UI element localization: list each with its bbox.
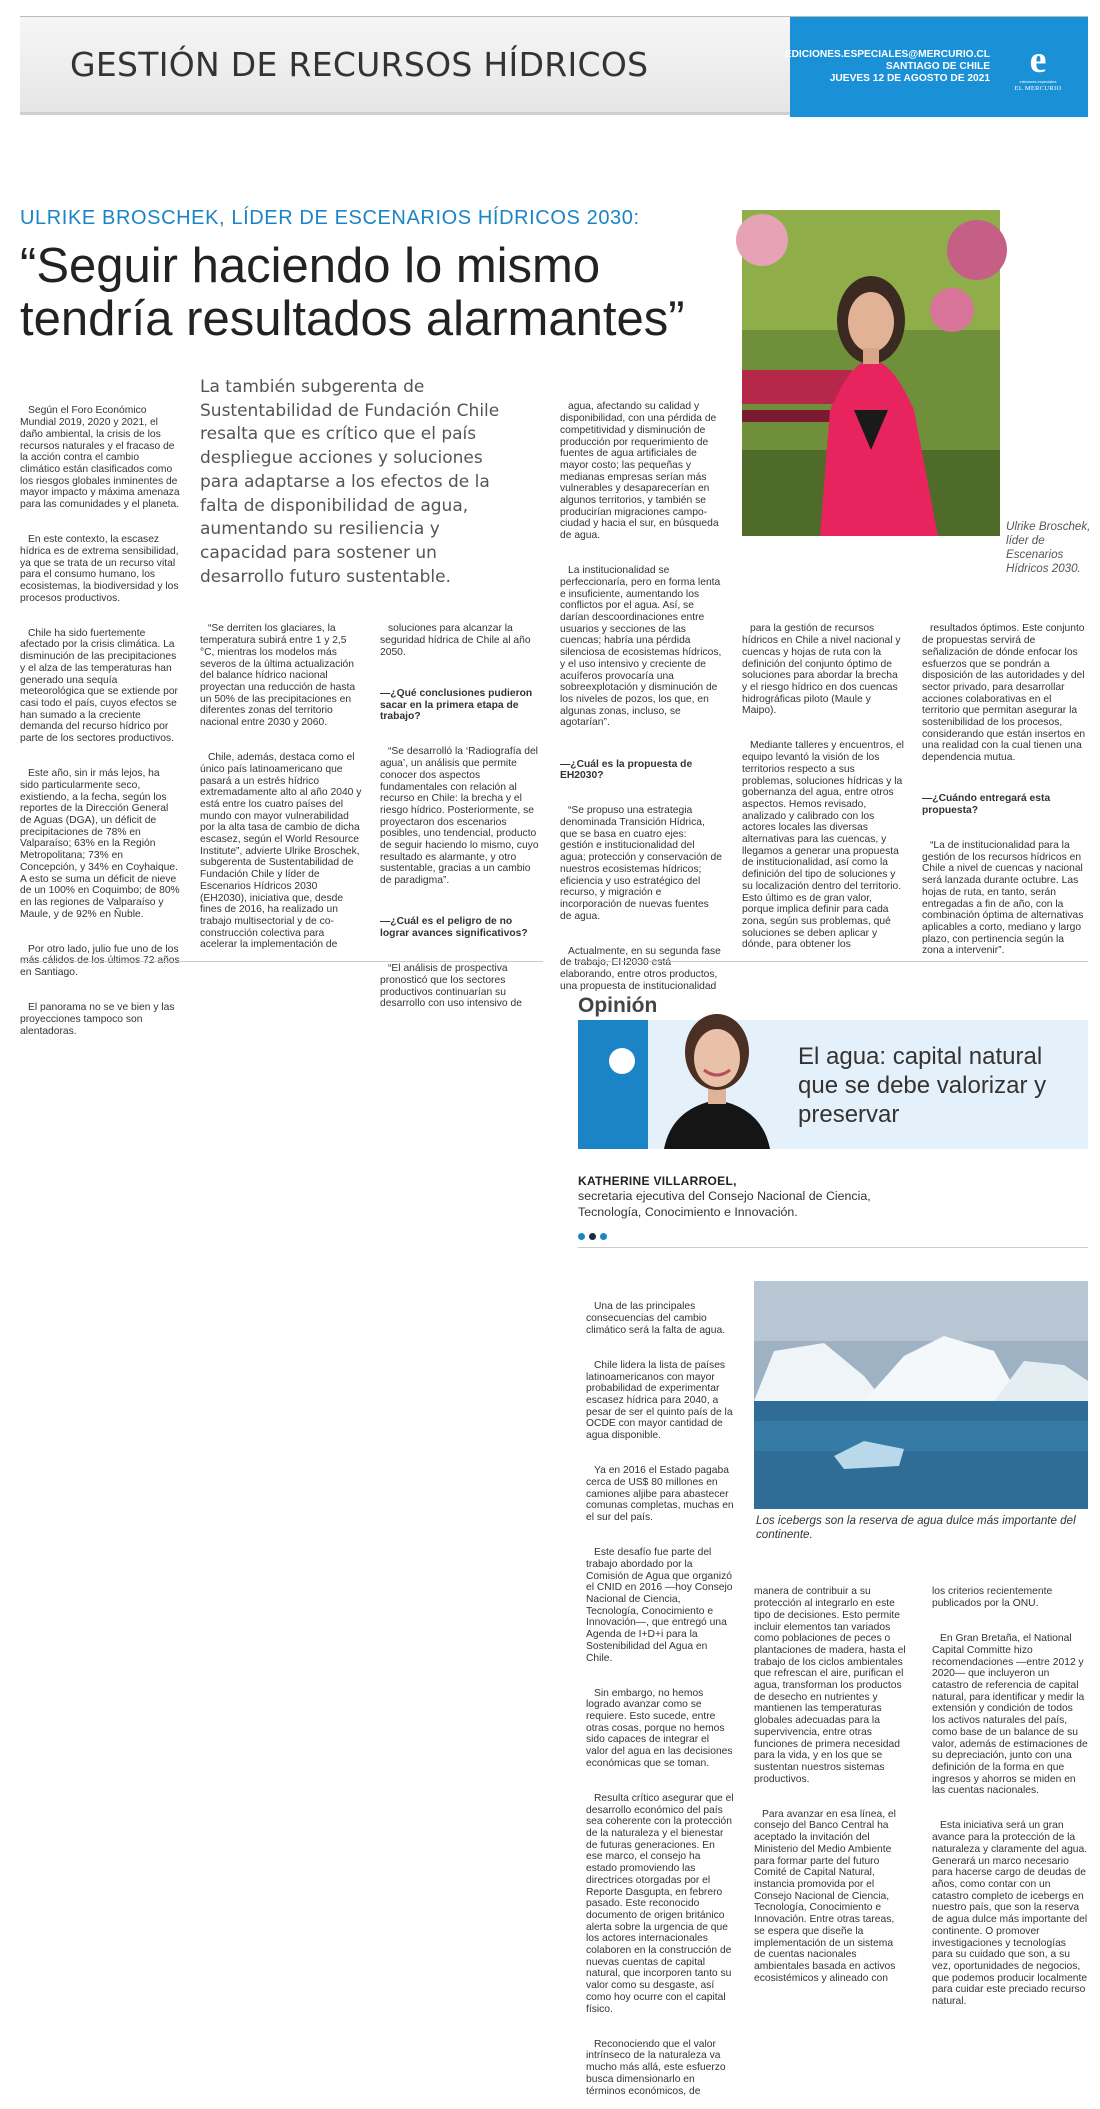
paragraph: “El análisis de prospectiva pronosticó que los sectores productivos continuarían su desarrollo con uso intensivo de [380, 963, 522, 1010]
paragraph: El panorama no se ve bien y las proyecciones tampoco son alentadoras. [20, 1002, 178, 1037]
paragraph: Por otro lado, julio fue uno de los más cálidos de los últimos 72 años en Santiago. [20, 943, 183, 979]
paragraph: La institucionalidad se perfeccionaría, pero en forma lenta e insuficiente, aumentando los conflictos por el agua. Así, se darían descoordinaciones entre usuarios y secciones de las cuencas; habría una pérdida silenciosa de ecosistemas hídricos, y el uso intensivo y creciente de acuíferos provocaría una sobreexplotación y disminución de los niveles de pozos, los que, en algunas zonas, incluso, se agotarían”. [560, 565, 725, 729]
edition-info [785, 49, 990, 86]
photo-caption: Los icebergs son la reserva de agua dulce más importante del continente. [756, 1514, 1076, 1541]
edition-email[interactable]: EDICIONES.ESPECIALES@MERCURIO.CL [784, 49, 990, 60]
paragraph: Chile, además, destaca como el único país latinoamericano que pasará a un estrés hídrico extremadamente alto al año 2040 y está entre los cuatro países del mundo con mayor vulnerabilidad por la alta tasa de cambio de dicha escasez, según el World Resource Institute”, advierte Ulrike Broschek, subgerenta de Sustentabilidad de Fundación Chile y líder de Escenarios Hídricos 2030 (EH2030), iniciativa que, desde fines de 2016, ha realizado un trabajo multisectorial y de co-construcción colectiva para acelerar la implementación de [200, 752, 365, 951]
paragraph: “Se propuso una estrategia denominada Transición Hídrica, que se basa en cuatro ejes: gestión e institucionalidad del agua; protección y conservación de nuestros ecosistemas hídricos; eficiencia y uso estratégico del recurso, y migración e incorporación de nuevas fuentes de agua. [560, 805, 725, 922]
el-mercurio-logo [1010, 41, 1066, 97]
article-column-5 [742, 600, 907, 963]
icebergs-illustration [754, 1281, 1088, 1509]
paragraph: Sin embargo, no hemos logrado avanzar como se requiere. Esto sucede, entre otras cosas, porque no hemos sido capaces de integrar el valor del agua en las decisiones económicas que se toman. [586, 1687, 736, 1769]
paragraph: Resulta crítico asegurar que el desarrollo económico del país sea coherente con la protección de la naturaleza y el bienestar de futuras generaciones. En ese marco, el consejo ha estado promoviendo las directrices otorgadas por el Reporte Dasgupta, en febrero pasado. Este reconocido documento de origen británico alerta sobre la urgencia de que los actores internacionales colaboren en la construcción de nuevas cuentas de capital natural, que incorporen tanto su valor como su desgaste, así como hoy ocurre con el capital físico. [586, 1792, 737, 2015]
portrait-illustration [742, 210, 1000, 536]
paragraph: En este contexto, la escasez hídrica es de extrema sensibilidad, ya que se trata de un recurso vital para el consumo humano, los ecosistemas, la biodiversidad y los procesos productivos. [20, 534, 182, 604]
divider [578, 1247, 1088, 1248]
opinion-author-role: secretaria ejecutiva del Consejo Nacional de Ciencia, Tecnología, Conocimiento e Innovación. [578, 1189, 871, 1219]
paragraph: agua, afectando su calidad y disponibilidad, con una pérdida de competitividad y disminución de producción por requerimiento de fuentes de agua artificiales de mayor costo; las pequeñas y medianas empresas serían más vulnerables y desaparecerían en algunos territorios, y también se producirían migraciones campo-ciudad y hacia el sur, en búsqueda de agua. [560, 401, 722, 542]
paragraph: “Se derriten los glaciares, la temperatura subirá entre 1 y 2,5 °C, mientras los modelos más severos de la última actualización del balance hídrico nacional proyectan una reducción de hasta un 50% de las precipitaciones en diferentes zonas del territorio nacional entre 2030 y 2060. [200, 623, 359, 729]
dot-icon [600, 1233, 607, 1240]
paragraph: Según el Foro Económico Mundial 2019, 2020 y 2021, el daño ambiental, la crisis de los recursos naturales y el fracaso de la acción contra el cambio climático están clasificados como los riesgos globales inminentes de mayor impacto y máxima amenaza para las comunidades y el planeta. [20, 405, 183, 511]
paragraph: resultados óptimos. Este conjunto de propuestas servirá de señalización de dónde enfocar los esfuerzos que se pondrán a disposición de las autoridades y del sector privado, para desarrollar acciones colaborativas en el territorio que permitan asegurar la sostenibilidad de los procesos, considerando que están insertos en una realidad con la cual tienen una dependencia mutua. [922, 623, 1089, 764]
section-title: GESTIÓN DE RECURSOS HÍDRICOS [70, 45, 649, 84]
paragraph: Reconociendo que el valor intrínseco de la naturaleza va mucho más allá, este esfuerzo busca dimensionarlo en términos económicos, de [586, 2038, 729, 2097]
paragraph: Actualmente, en su segunda fase de trabajo, EH2030 está elaborando, entre otros productos, una propuesta de institucionalidad [560, 945, 724, 992]
paragraph: manera de contribuir a su protección al integrarlo en este tipo de decisiones. Esto permite incluir elementos tan variados como poblaciones de peces o plantaciones de madera, hasta el trabajo de los ciclos ambientales que refrescan el aire, purifican el agua, transforman los productos de desecho en nutrientes y mantienen las temperaturas globales adecuadas para la supervivencia, entre otras funciones de primera necesidad para la vida, y en los que se sustentan nuestros sistemas productivos. [754, 1586, 909, 1785]
dot-icon [589, 1233, 596, 1240]
icebergs-photo [754, 1281, 1088, 1509]
paragraph: Para avanzar en esa línea, el consejo del Banco Central ha aceptado la invitación del Ministerio del Medio Ambiente para formar parte del futuro Comité de Capital Natural, instancia promovida por el Consejo Nacional de Ciencia, Tecnología, Conocimiento e Innovación. Entre otras tareas, se espera que diseñe la implementación de un sistema de cuentas nacionales ambientales basada en activos ecosistémicos y alineado con [754, 1808, 899, 1984]
paragraph: Ya en 2016 el Estado pagaba cerca de US$ 80 millones en camiones aljibe para abastecer comunas completas, muchas en el sur del país. [586, 1465, 737, 1524]
paragraph: “La de institucionalidad para la gestión de los recursos hídricos en Chile a nivel de cuencas y nacional será lanzada durante octubre. Las hojas de ruta, en tanto, serán entregadas a fin de año, con la combinación óptima de alternativas aplicables a corto, mediano y largo plazo, con pertinencia según la zona a intervenir”. [922, 840, 1087, 957]
paragraph: En Gran Bretaña, el National Capital Committe hizo recomendaciones —entre 2012 y 2020— que incluyeron un catastro de referencia de capital natural, para identificar y medir la extensión y condición de todos los activos naturales del país, como base de un balance de su valor, además de estimaciones de su depreciación, junto con una definición de la forma en que ingresos y ahorros se miden en las cuentas nacionales. [932, 1633, 1091, 1797]
author-portrait-illustration [642, 1000, 792, 1149]
opinion-column-3 [932, 1563, 1091, 2019]
paragraph: para la gestión de recursos hídricos en Chile a nivel nacional y cuencas y hojas de ruta con la definición del conjunto óptimo de soluciones para abordar la brecha y el riesgo hídrico en dos cuencas hidrográficas piloto (Maule y Maipo). [742, 623, 904, 717]
opinion-column-1 [586, 1278, 737, 2109]
edition-date: JUEVES 12 DE AGOSTO DE 2021 [829, 73, 990, 85]
brand-box [784, 17, 1088, 117]
logo-subtitle: ediciones especiales [1019, 79, 1057, 84]
paragraph: Este desafío fue parte del trabajo abordado por la Comisión de Agua que organizó el CNID en 2016 —hoy Consejo Nacional de Ciencia, Tecnología, Conocimiento e Innovación—, que entregó una Agenda de I+D+i para la Sostenibilidad del Agua en Chile. [586, 1547, 736, 1664]
paragraph: Una de las principales consecuencias del cambio climático será la falta de agua. [586, 1301, 726, 1336]
katherine-villarroel-photo [642, 1000, 792, 1149]
interview-question: —¿Cuándo entregará esta propuesta? [922, 793, 1054, 816]
paragraph: soluciones para alcanzar la seguridad hídrica de Chile al año 2050. [380, 623, 534, 658]
photo-caption: Ulrike Broschek, líder de Escenarios Hídricos 2030. [1006, 520, 1091, 575]
opinion-dot-icon [609, 1048, 635, 1074]
article-deck: La también subgerenta de Sustentabilidad de Fundación Chile resalta que es crítico que el país despliegue acciones y soluciones para adaptarse a los efectos de la falta de disponibilidad de agua, aumentando su resiliencia y capacidad para sostener un desarrollo futuro sustentable. [200, 377, 500, 587]
interview-question: —¿Cuál es la propuesta de EH2030? [560, 758, 696, 782]
ulrike-broschek-photo [742, 210, 1000, 536]
paragraph: Chile ha sido fuertemente afectado por la crisis climática. La disminución de las precipitaciones y el alza de las temperaturas han generado una sequía meteorológica que se extiende por casi todo el país, cuyos efectos se han sumado a la creciente demanda del recurso hídrico por parte de los sectores productivos. [20, 627, 181, 745]
paragraph: los criterios recientemente publicados por la ONU. [932, 1586, 1056, 1610]
article-headline: “Seguir haciendo lo mismo tendría resultados alarmantes” [20, 239, 685, 346]
opinion-accent-bar [578, 1020, 648, 1149]
article-column-1 [20, 382, 183, 1049]
paragraph: Mediante talleres y encuentros, el equipo levantó la visión de los territorios respecto a sus problemas, soluciones hídricas y la gobernanza del agua, entre otros aspectos. Hemos revisado, analizado y calibrado con los actores locales las diversas alternativas para las cuencas, y llegamos a generar una propuesta de institucionalidad, así como la definición del tipo de soluciones y su localización dentro del territorio. Esto último es de gran valor, porque implica definir para cada zona, según sus problemas, qué soluciones se deben aplicar y dónde, para obtener los [742, 740, 907, 951]
opinion-title: El agua: capital natural que se debe valorizar y preservar [798, 1043, 1047, 1128]
interview-question: —¿Qué conclusiones pudieron sacar en la primera etapa de trabajo? [380, 687, 536, 723]
article-column-6 [922, 600, 1088, 969]
dot-icon [578, 1233, 585, 1240]
article-column-4 [560, 378, 725, 1004]
article-kicker: ULRIKE BROSCHEK, LÍDER DE ESCENARIOS HÍDRICOS 2030: [20, 207, 640, 229]
paragraph: Chile lidera la lista de países latinoamericanos con mayor probabilidad de experimentar escasez hídrica para 2040, a pesar de ser el quinto país de la OCDE con mayor cantidad de agua disponible. [586, 1359, 736, 1442]
logo-mark: e [1029, 39, 1047, 81]
paragraph: Este año, sin ir más lejos, ha sido particularmente seco, existiendo, a la fecha, según los reportes de la Dirección General de Aguas (DGA), un déficit de precipitaciones de 78% en Valparaíso; 63% en la Región Metropolitana; 73% en Concepción, y 34% en Coyhaique. A esto se suma un déficit de nieve de un 100% en Coquimbo; de 80% en las regiones de Valparaíso y Maule, y de 92% en Ñuble. [20, 768, 183, 920]
article-column-2 [200, 600, 363, 963]
edition-city: SANTIAGO DE CHILE [885, 61, 990, 73]
opinion-column-2 [754, 1563, 909, 1996]
article-column-3 [380, 600, 542, 1022]
paragraph: “Se desarrolló la ‘Radiografía del agua’, un análisis que permite conocer dos aspectos fundamentales con relación al recurso en Chile: la brecha y el riesgo hídrico. Posteriormente, se proyectaron dos escenarios posibles, uno tendencial, producto de seguir haciendo lo mismo, cuyo resultado es alarmante, y otro sustentable, gracias a un cambio de paradigma”. [380, 746, 542, 887]
opinion-label: Opinión [578, 994, 658, 1017]
opinion-author: KATHERINE VILLARROEL, [578, 1174, 737, 1188]
interview-question: —¿Cuál es el peligro de no lograr avances significativos? [380, 916, 528, 939]
paragraph: Esta iniciativa será un gran avance para la protección de la naturaleza y claramente del agua. Generará un marco necesario para hacerse cargo de deudas de años, como contar con un catastro completo de icebergs en nuestro país, que son la reserva de agua dulce más importante del continente. O promover investigaciones y tecnologías para su cuidado que son, a su vez, oportunidades de negocios, que podemos producir localmente para cuidar este preciado recurso natural. [932, 1820, 1090, 2008]
separator-dots [578, 1227, 611, 1245]
brand-name: EL MERCURIO [1014, 85, 1062, 92]
divider [578, 961, 1088, 962]
divider [20, 961, 543, 962]
